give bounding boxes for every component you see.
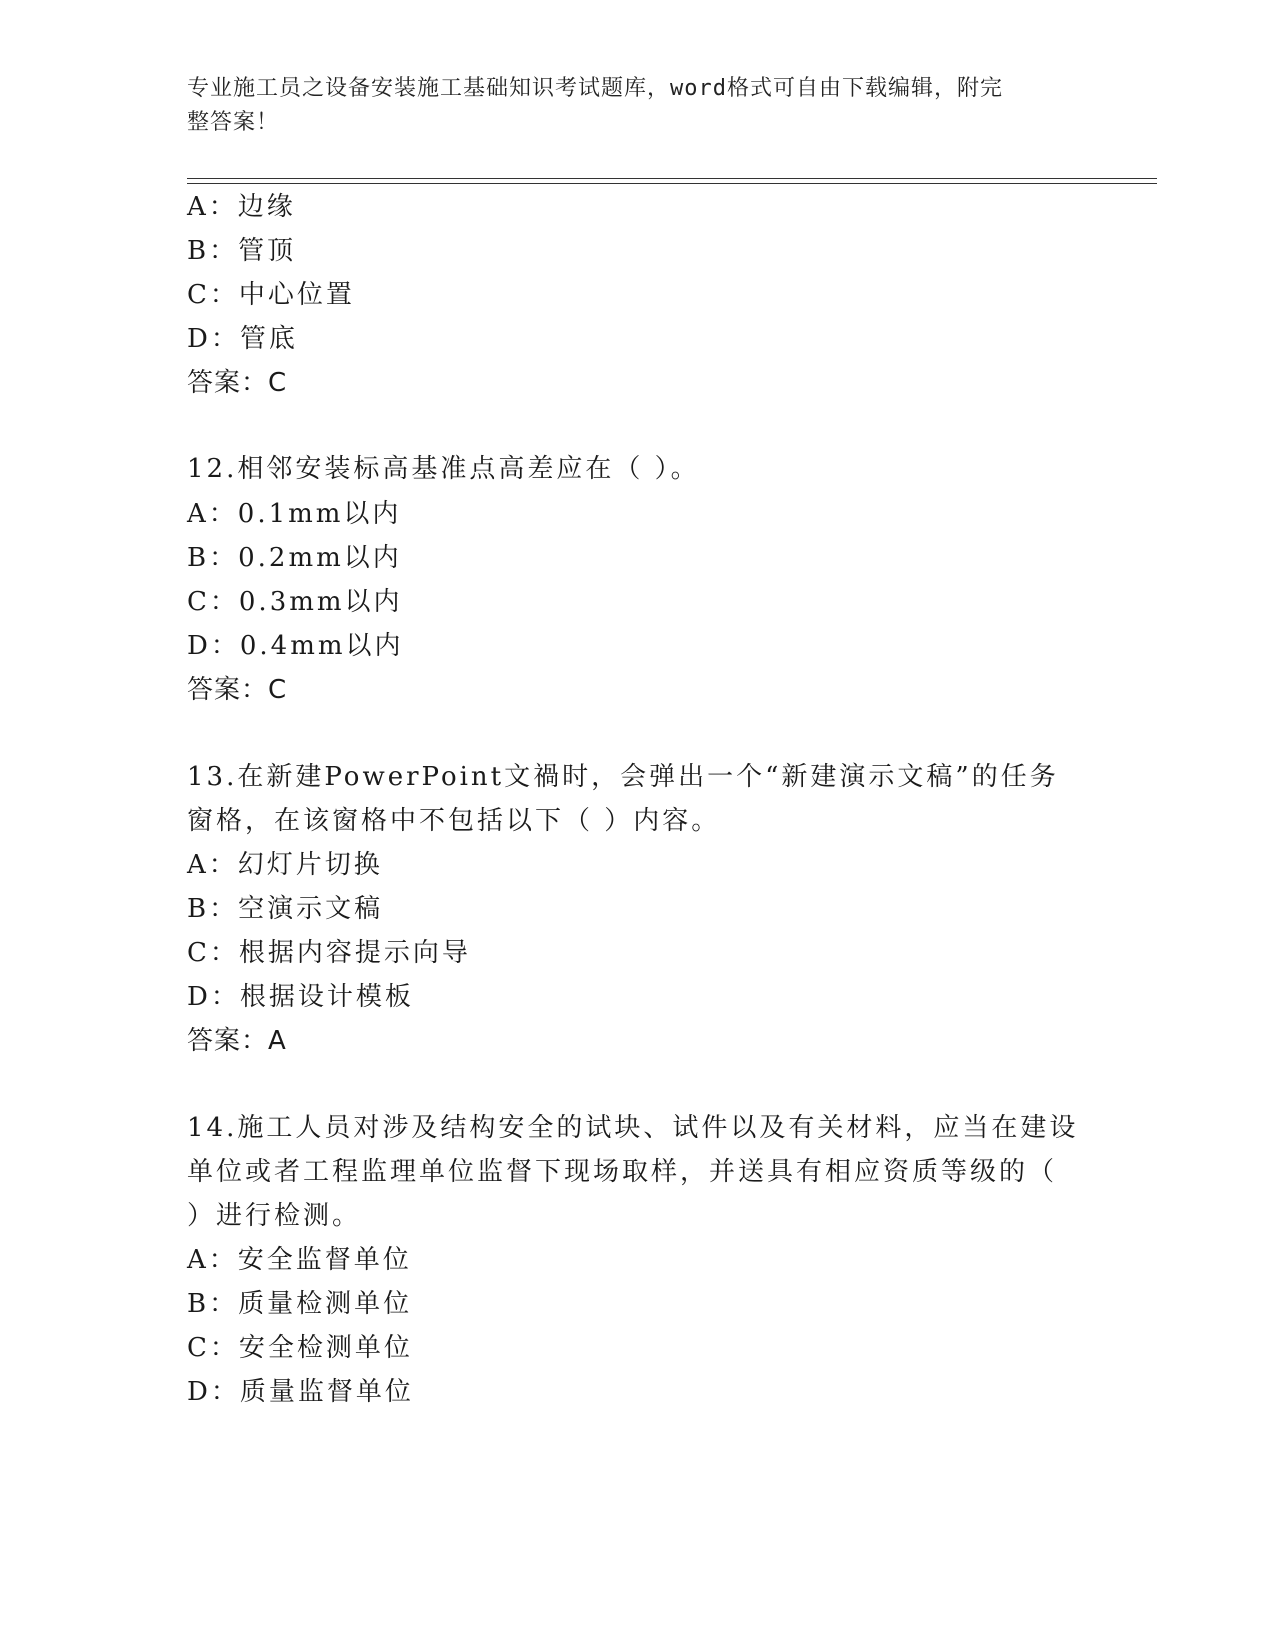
q13-option-a: A：幻灯片切换 xyxy=(187,850,383,880)
q12-option-d: D：0.4mm以内 xyxy=(187,631,404,661)
q14-option-a: A：安全监督单位 xyxy=(187,1245,412,1275)
q14-option-c: C：安全检测单位 xyxy=(187,1333,413,1363)
q12-stem: 12.相邻安装标高基准点高差应在（ ）。 xyxy=(187,454,700,484)
q13-answer: 答案：A xyxy=(187,1026,287,1056)
q11-option-b: B：管顶 xyxy=(187,236,297,266)
q13-option-c: C：根据内容提示向导 xyxy=(187,938,471,968)
q14-option-d: D：质量监督单位 xyxy=(187,1377,414,1407)
q12-option-b: B：0.2mm以内 xyxy=(187,543,402,573)
document-header xyxy=(187,72,1067,140)
q14-stem-line-3: ）进行检测。 xyxy=(187,1201,362,1231)
header-line-2: 整答案！ xyxy=(187,110,280,135)
q12-option-a: A：0.1mm以内 xyxy=(187,499,402,529)
q14-stem-line-1: 14.施工人员对涉及结构安全的试块、试件以及有关材料，应当在建设 xyxy=(187,1113,1079,1143)
header-divider-top xyxy=(187,178,1157,179)
q11-option-d: D：管底 xyxy=(187,324,298,354)
q11-option-c: C：中心位置 xyxy=(187,280,355,310)
q13-stem-line-1: 13.在新建PowerPoint文禍时，会弹出一个“新建演示文稿”的任务 xyxy=(187,762,1059,792)
q12-answer: 答案：C xyxy=(187,675,288,705)
header-divider-bottom xyxy=(187,183,1157,184)
q12-option-c: C：0.3mm以内 xyxy=(187,587,403,617)
header-line-1: 专业施工员之设备安装施工基础知识考试题库，word格式可自由下载编辑，附完 xyxy=(187,76,1003,101)
q14-option-b: B：质量检测单位 xyxy=(187,1289,413,1319)
q13-option-b: B：空演示文稿 xyxy=(187,894,384,924)
q14-stem-line-2: 单位或者工程监理单位监督下现场取样，并送具有相应资质等级的（ xyxy=(187,1157,1058,1187)
q13-stem-line-2: 窗格，在该窗格中不包括以下（ ）内容。 xyxy=(187,806,721,836)
q11-answer: 答案：C xyxy=(187,368,288,398)
q11-option-a: A：边缘 xyxy=(187,192,296,222)
q13-option-d: D：根据设计模板 xyxy=(187,982,414,1012)
